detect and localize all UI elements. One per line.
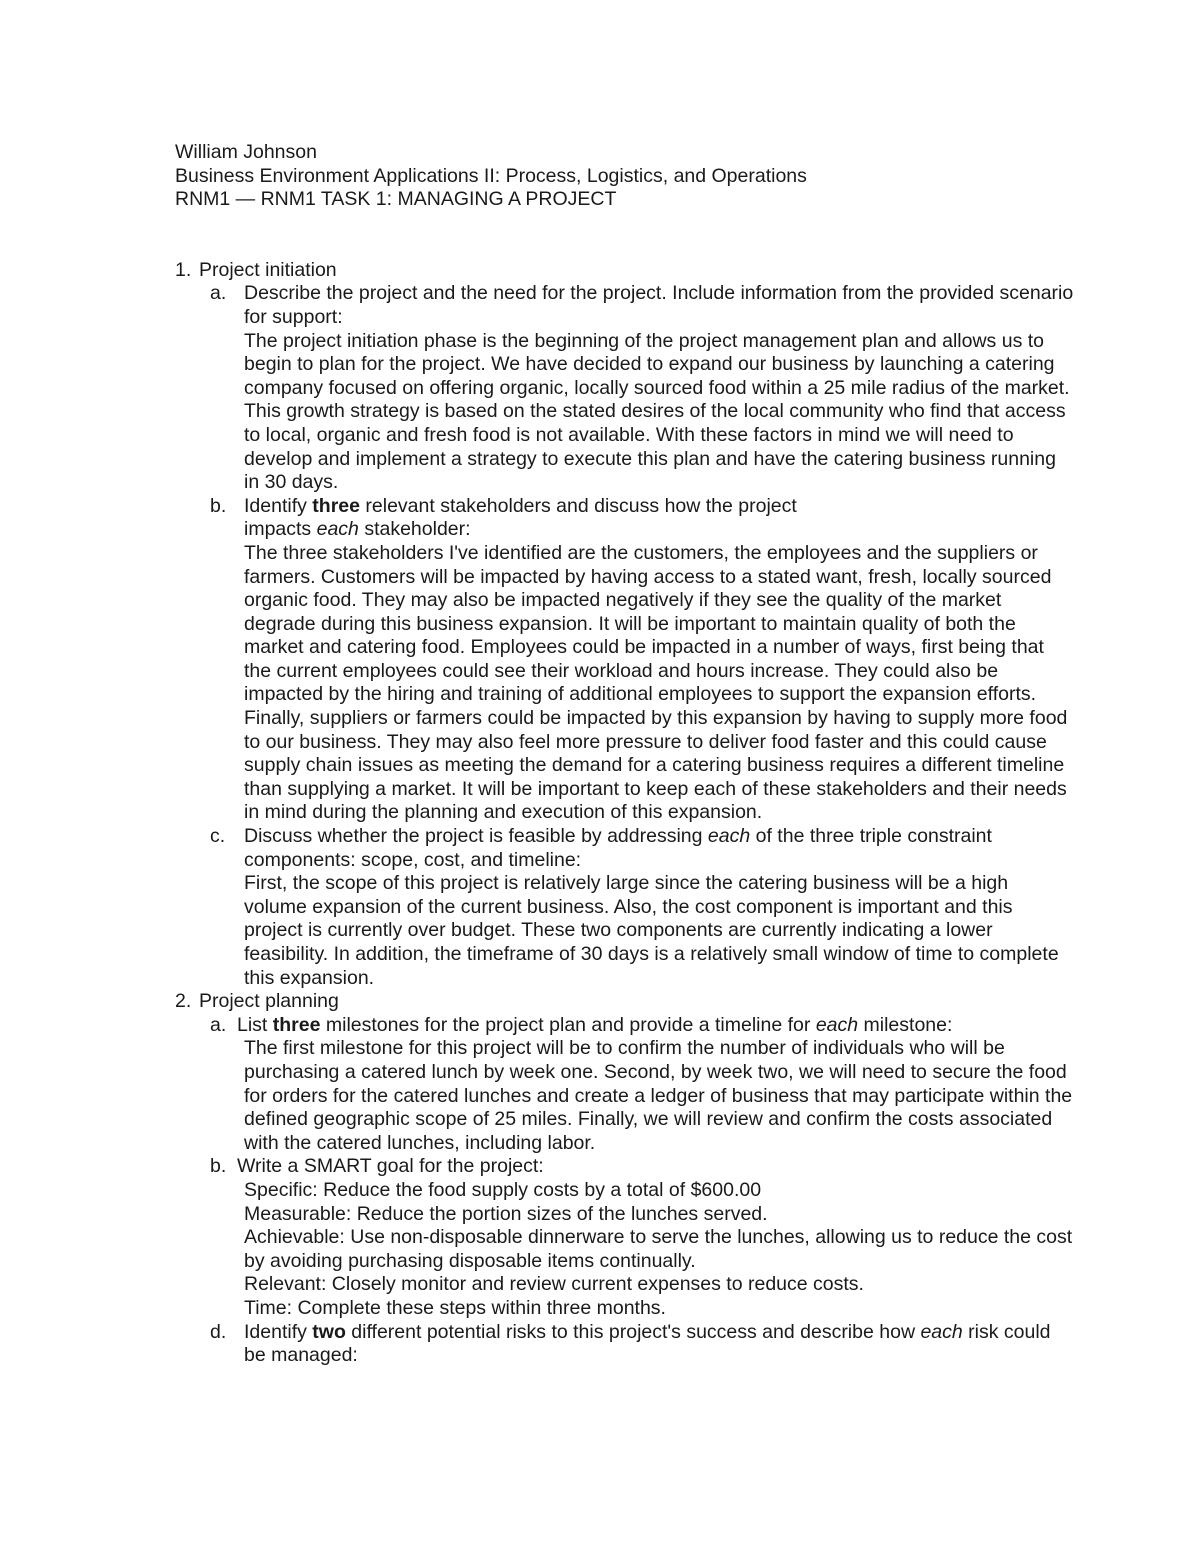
item-prompt: Identify two different potential risks to this project's success and describe how each risk could be managed: — [244, 1320, 1051, 1367]
section-number: 1. — [175, 258, 192, 281]
author-name: William Johnson — [175, 141, 317, 163]
item-prompt: Describe the project and the need for the project. Include information from the provided scenario for support: — [244, 282, 1074, 328]
emphasis-italic: each — [920, 1320, 963, 1343]
spacer — [175, 212, 1075, 259]
list-item-2d — [175, 1321, 1075, 1368]
item-label: a. — [210, 1013, 227, 1036]
emphasis-italic: each — [815, 1013, 859, 1036]
list-item-2a — [175, 1014, 1075, 1038]
list-item-2b — [175, 1155, 1075, 1179]
smart-achievable: Achievable: Use non-disposable dinnerware to serve the lunches, allowing us to reduce the cost by avoiding purchasing disposable items continually. — [244, 1226, 1073, 1272]
list-item-1b — [175, 495, 1075, 825]
item-prompt: Write a SMART goal for the project: — [237, 1155, 544, 1178]
emphasis-bold: three — [272, 1013, 321, 1036]
emphasis-italic: each — [707, 825, 751, 848]
list-item-1a — [175, 282, 1075, 494]
item-label: b. — [210, 494, 227, 517]
item-answer: The first milestone for this project will be to confirm the number of individuals who will be purchasing a catered lunch by week one. Second, by week two, we will need to secure the food for orders for the catered lunches and create a ledger of business that may participate within the defined geographic scope of 25 miles. Finally, we will review and confirm the costs associated with the catered lunches, including labor. — [244, 1037, 1073, 1154]
task-title: RNM1 — RNM1 TASK 1: MANAGING A PROJECT — [175, 188, 617, 211]
section-heading-1 — [175, 259, 1075, 283]
item-label: d. — [210, 1320, 227, 1343]
item-prompt: List three milestones for the project plan and provide a timeline for each milestone: — [237, 1013, 953, 1036]
item-label: b. — [210, 1155, 227, 1178]
item-label: c. — [210, 825, 226, 848]
section-heading-2 — [175, 990, 1075, 1014]
item-prompt: Identify three relevant stakeholders and discuss how the project — [244, 494, 797, 517]
item-answer: The three stakeholders I've identified are the customers, the employees and the suppliers or farmers. Customers will be impacted by having access to a stated want, fresh, locally sourced organic food. They may also be impacted negatively if they see the quality of the market degrade during this business expansion. It will be important to maintain quality of both the market and catering food. Employees could be impacted in a number of ways, first being that the current employees could see their workload and hours increase. They could also be impacted by the hiring and training of additional employees to support the expansion efforts. Finally, suppliers or farmers could be impacted by this expansion by having to supply more food to our business. They may also feel more pressure to deliver food faster and this could cause supply chain issues as meeting the demand for a catering business requires a different timeline than supplying a market. It will be important to keep each of these stakeholders and their needs in mind during the planning and execution of this expansion. — [244, 541, 1068, 824]
item-answer: First, the scope of this project is relatively large since the catering business will be a high volume expansion of the current business. Also, the cost component is important and this project is currently over budget. These two components are currently indicating a lower feasibility. In addition, the timeframe of 30 days is a relatively small window of time to complete this expansion. — [244, 872, 1059, 989]
course-title: Business Environment Applications II: Process, Logistics, and Operations — [175, 164, 807, 187]
section-title: Project planning — [199, 990, 339, 1013]
section-title: Project initiation — [199, 258, 337, 281]
smart-relevant: Relevant: Closely monitor and review current expenses to reduce costs. — [244, 1273, 864, 1296]
document-page — [175, 141, 1075, 1368]
list-item-1c — [175, 825, 1075, 990]
emphasis-bold: two — [312, 1320, 346, 1343]
item-prompt-cont: impacts each stakeholder: — [244, 518, 471, 541]
smart-time: Time: Complete these steps within three months. — [244, 1296, 666, 1319]
emphasis-italic: each — [316, 518, 359, 541]
smart-specific: Specific: Reduce the food supply costs by a total of $600.00 — [244, 1178, 762, 1201]
section-number: 2. — [175, 990, 192, 1013]
item-label: a. — [210, 282, 227, 305]
smart-measurable: Measurable: Reduce the portion sizes of the lunches served. — [244, 1202, 768, 1225]
item-answer: The project initiation phase is the beginning of the project management plan and allows us to begin to plan for the project. We have decided to expand our business by launching a catering company focused on offering organic, locally sourced food within a 25 mile radius of the market. This growth strategy is based on the stated desires of the local community who find that access to local, organic and fresh food is not available. With these factors in mind we will need to develop and implement a strategy to execute this plan and have the catering business running in 30 days. — [244, 329, 1070, 494]
emphasis-bold: three — [312, 494, 360, 517]
item-prompt: Discuss whether the project is feasible by addressing each of the three triple constraint components: scope, cost, and timeline: — [244, 825, 992, 871]
